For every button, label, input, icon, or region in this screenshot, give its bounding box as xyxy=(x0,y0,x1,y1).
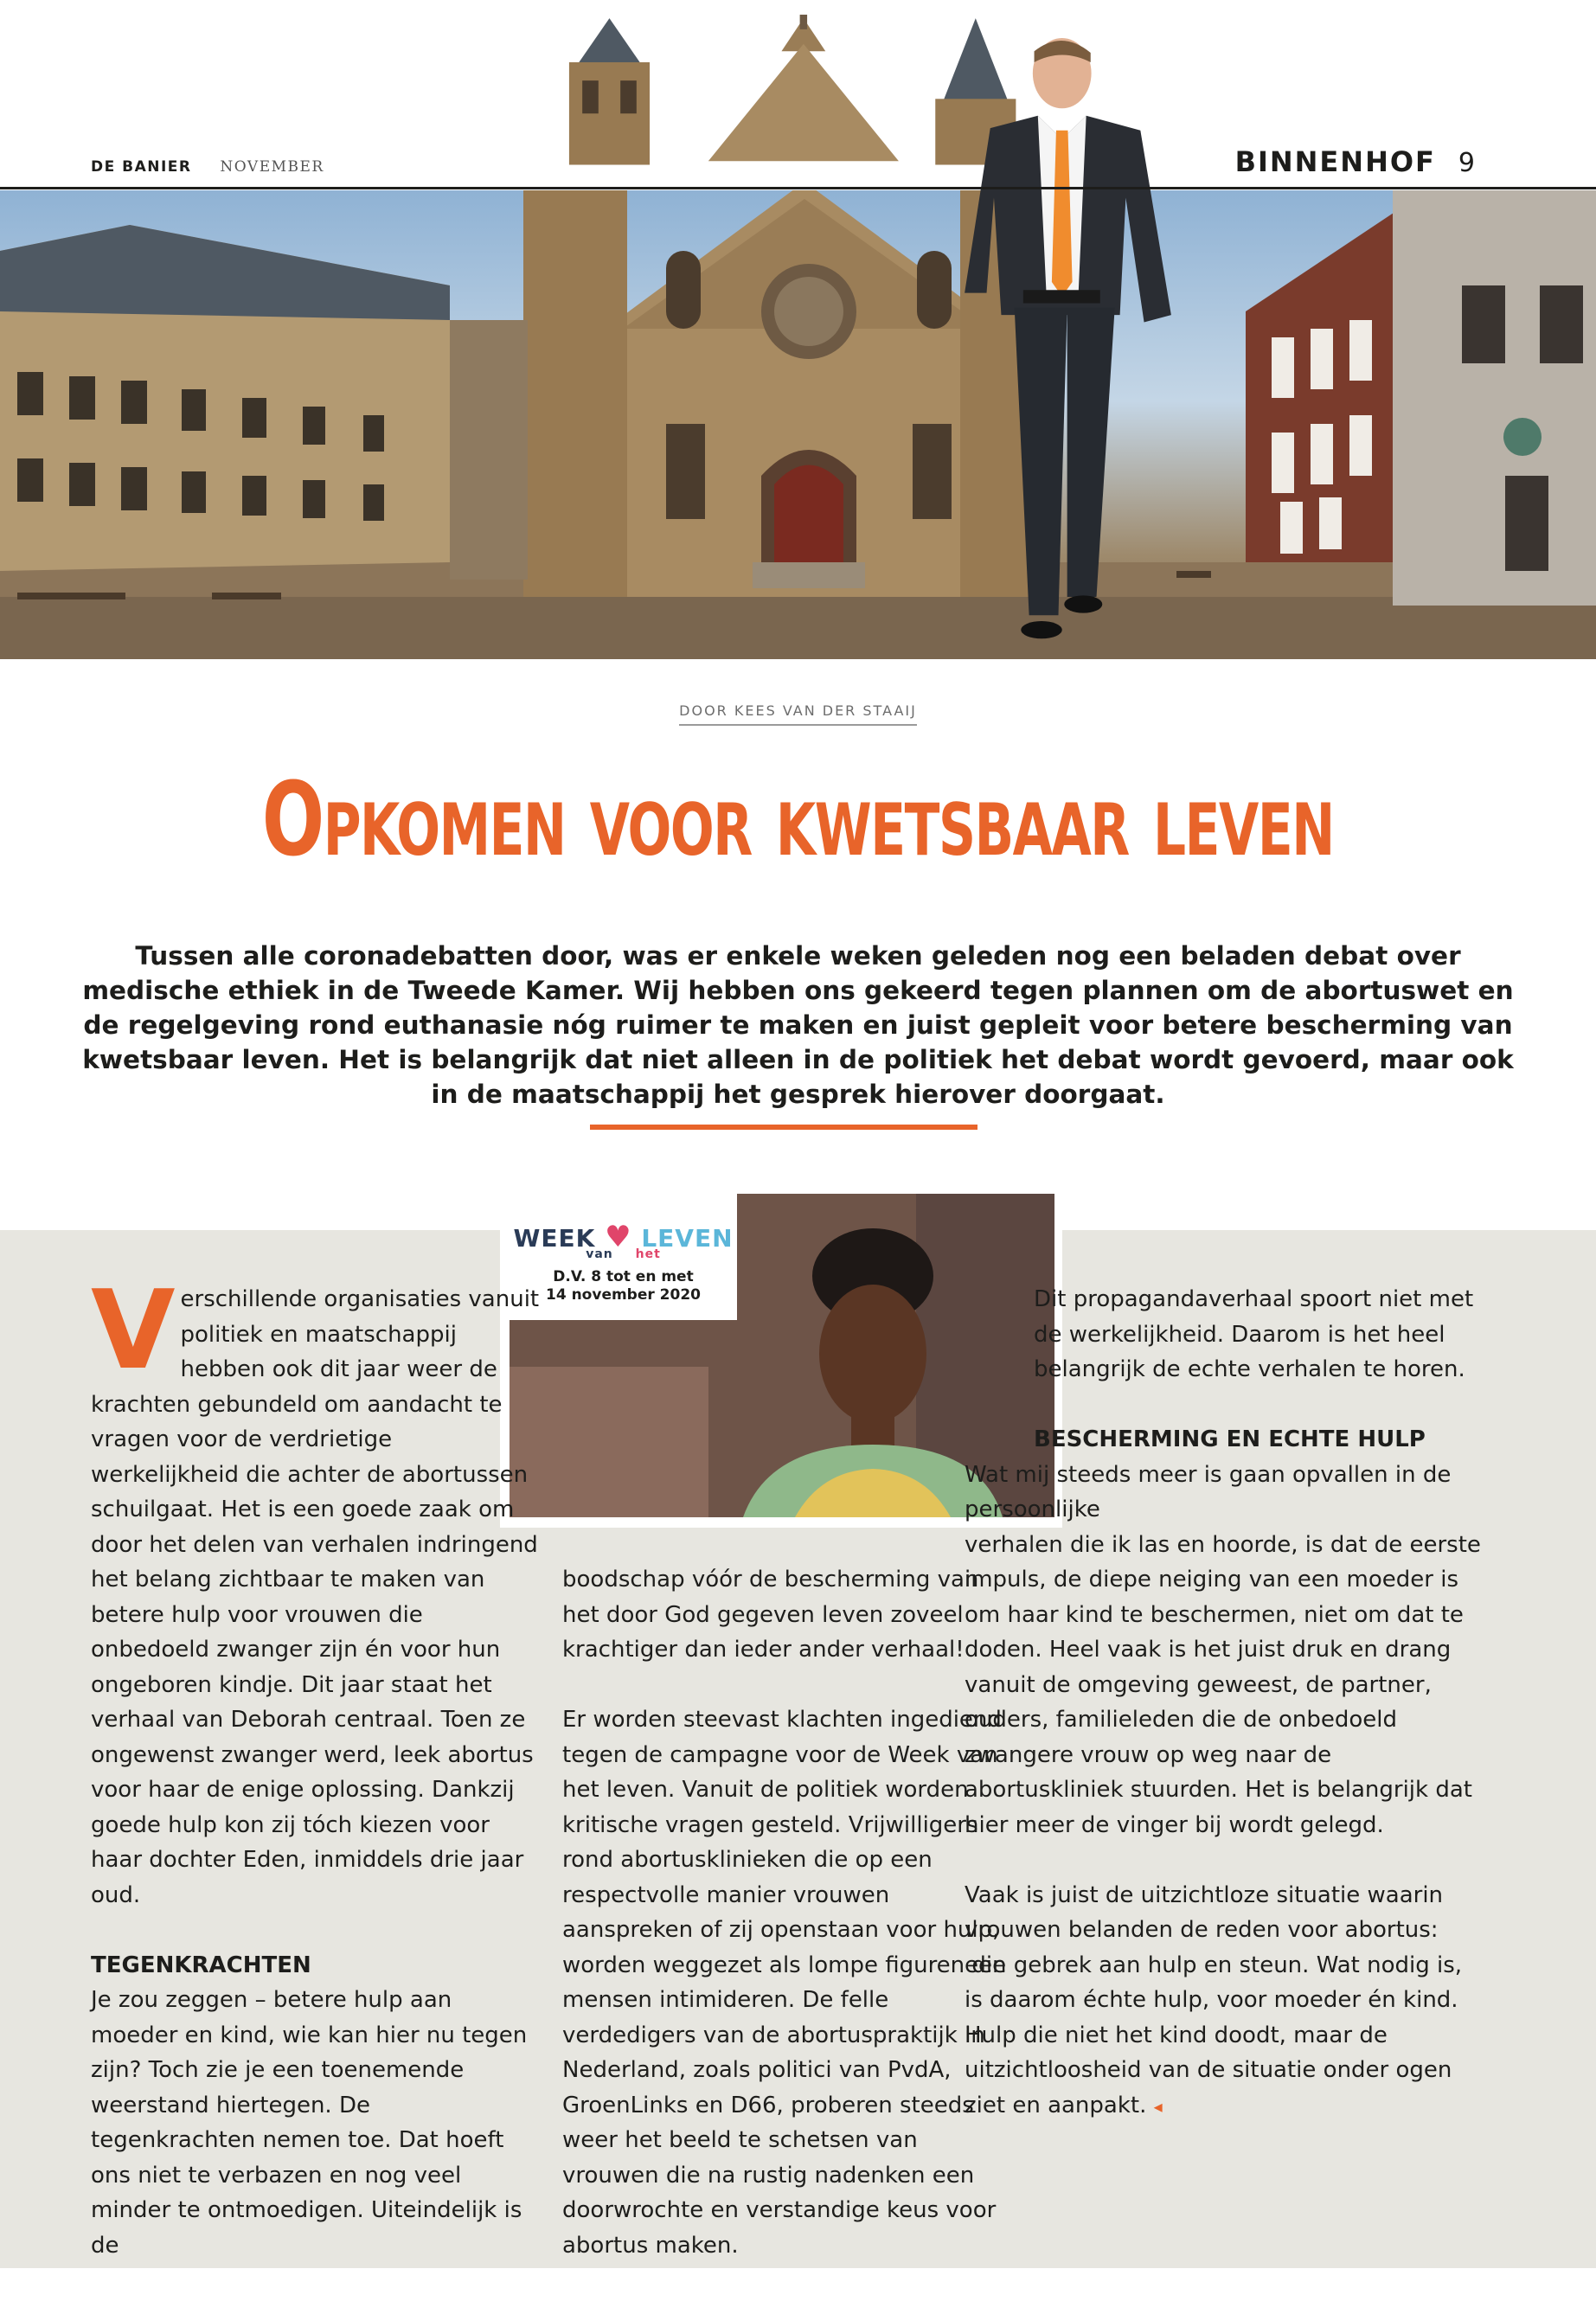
column-3-paragraph-1: Dit propagandaverhaal spoort niet met de werkelijkheid. Daarom is het heel belangrijk de echte verhalen te horen. xyxy=(1034,1286,1474,1382)
subheading-tegenkrachten: TEGENKRACHTEN xyxy=(91,1952,311,1978)
column-1-paragraph-2: Je zou zeggen – betere hulp aan moeder en kind, wie kan hier nu tegen zijn? Toch zie je een toenemende weerstand hiertegen. De tegenkrachten nemen toe. Dat hoeft ons niet te verbazen en nog veel minder te ontmoedigen. Uiteindelijk is de xyxy=(91,1987,528,2259)
hero-photo-binnenhof xyxy=(0,190,1596,659)
column-2 xyxy=(562,1562,1012,2298)
column-1 xyxy=(91,1266,541,2298)
column-3-paragraph-2 xyxy=(965,1458,1484,1843)
column-3 xyxy=(965,1282,1484,2159)
column-2-paragraph-2: Er worden steevast klachten ingediend tegen de campagne voor de Week van het leven. Vanuit de politiek worden kritische vragen gesteld. Vrijwilligers rond abortusklinieken die op een respectvolle manier vrouwen aanspreken of zij openstaan voor hulp, worden weggezet als lompe figuren die mensen intimideren. De felle verdedigers van de abortuspraktijk in Nederland, zoals politici van PvdA, GroenLinks en D66, proberen steeds weer het beeld te schetsen van vrouwen die na rustig nadenken een doorwrochte en verstandige keus voor abortus maken. xyxy=(562,1707,1007,2259)
section-name: BINNENHOF xyxy=(1234,145,1436,178)
column-3-text-3: Vaak is juist de uitzichtloze situatie waarin vrouwen belanden de reden voor abortus: een gebrek aan hulp en steun. Wat nodig is, is daarom échte hulp, voor moeder én kind. Hulp die niet het kind doodt, maar de uitzichtloosheid van de situatie onder ogen ziet en aanpakt. xyxy=(965,1881,1463,2118)
subheading-bescherming: BESCHERMING EN ECHTE HULP xyxy=(1034,1426,1426,1452)
byline-text: DOOR KEES VAN DER STAAIJ xyxy=(679,702,917,726)
publication-name: DE BANIER xyxy=(91,158,192,176)
section-header xyxy=(1235,145,1477,178)
column-3-text-2a: Wat mij steeds meer is gaan opvallen in de persoonlijke xyxy=(965,1461,1452,1522)
column-1-text-1: erschillende organisaties vanuit politiek en maatschappij hebben ook dit jaar weer de krachten gebundeld om aandacht te vragen voor de verdrietige werkelijkheid die achter de abortussen schuilgaat. Het is een goede zaak om door het delen van verhalen indringend het belang zichtbaar te maken van betere hulp voor vrouwen die onbedoeld zwanger zijn én voor hun ongeboren kindje. Dit jaar staat het verhaal van Deborah centraal. Toen ze ongewenst zwanger werd, leek abortus voor haar de enige oplossing. Dankzij goede hulp kon zij tóch kiezen voor haar dochter Eden, inmiddels drie jaar oud. xyxy=(91,1286,540,1908)
article-intro: Tussen alle coronadebatten door, was er enkele weken geleden nog een beladen debat over medische ethiek in de Tweede Kamer. Wij hebben ons gekeerd tegen plannen om de abortuswet en de regelgeving rond euthanasie nóg ruimer te maken en juist gepleit voor betere bescherming van kwetsbaar leven. Het is belangrijk dat niet alleen in de politiek het debat wordt gevoerd, maar ook in de maatschappij het gesprek hierover doorgaat. xyxy=(82,941,1514,1109)
issue-month: NOVEMBER xyxy=(220,158,324,176)
logo-het: het xyxy=(635,1247,661,1261)
byline xyxy=(0,702,1596,726)
logo-van: van xyxy=(586,1247,613,1261)
binnenhof-illustration xyxy=(0,190,1596,659)
intro-divider xyxy=(590,1125,977,1130)
header-rule xyxy=(0,187,1596,189)
week-van-het-leven-badge xyxy=(510,1194,737,1320)
dates-line-2: 14 november 2020 xyxy=(546,1286,701,1304)
column-2-paragraph-1: boodschap vóór de bescherming van het door God gegeven leven zoveel krachtiger dan ieder ander verhaal! xyxy=(562,1567,979,1663)
publication-line xyxy=(91,158,324,176)
campaign-dates xyxy=(510,1268,737,1304)
column-1-paragraph-1 xyxy=(91,1266,541,1913)
column-3-paragraph-3 xyxy=(965,1878,1484,2125)
end-mark-icon: ◂ xyxy=(1153,2095,1163,2117)
dates-line-1: D.V. 8 tot en met xyxy=(553,1268,694,1285)
logo-leven: LEVEN xyxy=(641,1224,734,1253)
drop-cap: V xyxy=(91,1266,176,1394)
column-3-text-2b: verhalen die ik las en hoorde, is dat de eerste impuls, de diepe neiging van een moeder is om haar kind te beschermen, niet om dat te doden. Heel vaak is het juist druk en drang vanuit de omgeving geweest, de partner, ouders, familieleden die de onbedoeld zwangere vrouw op weg naar de abortuskliniek stuurden. Het is belangrijk dat hier meer de vinger bij wordt gelegd. xyxy=(965,1531,1481,1838)
article-title: Opkomen voor kwetsbaar leven xyxy=(261,760,1334,879)
heart-icon: ♥ xyxy=(605,1220,632,1254)
logo-week: WEEK xyxy=(513,1224,596,1253)
week-van-het-leven-logo xyxy=(510,1220,737,1259)
page-number: 9 xyxy=(1458,148,1477,178)
